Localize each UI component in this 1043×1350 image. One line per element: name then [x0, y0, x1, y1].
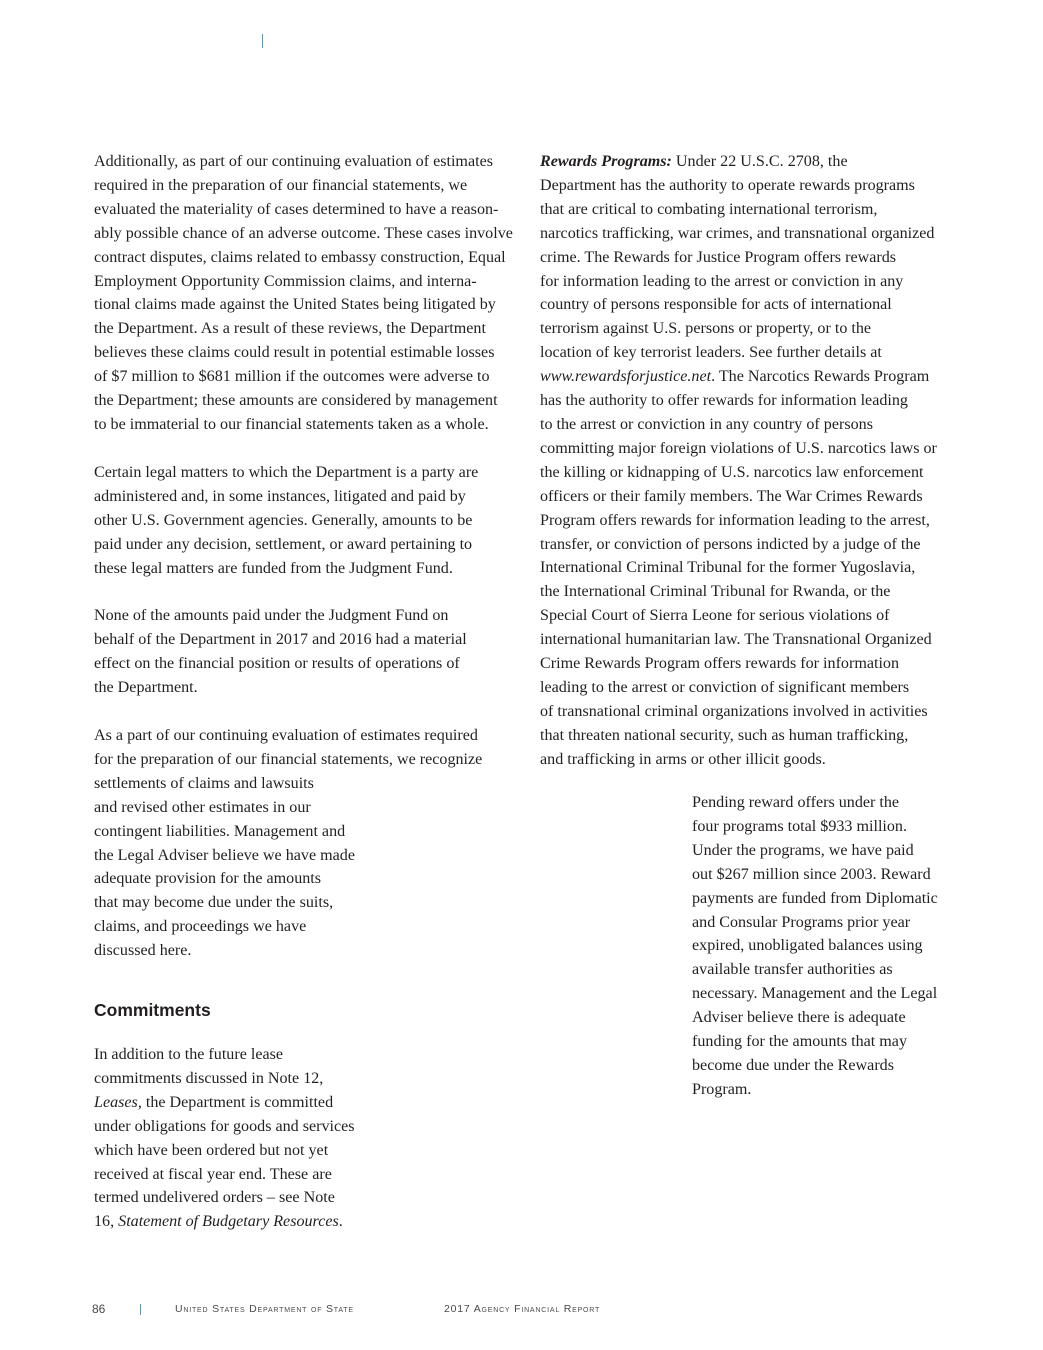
paragraph-estimates: Additionally, as part of our continuing evaluation of estimates required in the preparation of our financial statements, we evaluated the materiality of cases determined to have a reason- ably possible chance of an adverse outcome. These cases involve contract disputes, claims related to embassy construction, Equal Employment Opportunity Commission claims, and interna- tional claims made against the United States being litigated by the Department. As a result of these reviews, the Department believes these claims could result in potential estimable losses of $7 million to $681 million if the outcomes were adverse to the Department; these amounts are considered by management to be immaterial to our financial statements taken as a whole.	[94, 153, 513, 433]
footer-divider	[140, 1304, 141, 1315]
commitments-heading: Commitments	[94, 1000, 211, 1020]
paragraph-legal-matters: Certain legal matters to which the Department is a party are administered and, in some instances, litigated and paid by other U.S. Government agencies. Generally, amounts to be paid under any decision, settlement, or award pertaining to these legal matters are funded from the Judgment Fund.	[94, 463, 479, 577]
rewards-url-link[interactable]: www.rewardsforjustice.net	[540, 368, 712, 386]
page-number: 86	[92, 1302, 106, 1316]
budgetary-resources-reference: Statement of Budgetary Resources	[118, 1213, 339, 1231]
rewards-programs-label: Rewards Programs:	[540, 153, 672, 170]
commitments-paragraph: In addition to the future lease commitments discussed in Note 12, Leases, the Department is committed under obligations for goods and services which have been ordered but not yet received at fiscal year end. These are termed undelivered orders – see Note 16, Statement of Budgetary Resources.	[94, 1046, 355, 1231]
paragraph-rewards-programs: Rewards Programs: Under 22 U.S.C. 2708, the Department has the authority to operate rewards programs that are critical to combating international terrorism, narcotics trafficking, war crimes, and transnational organized crime. The Rewards for Justice Program offers rewards for information leading to the arrest or conviction in any country of persons responsible for acts of international terrorism against U.S. persons or property, or to the location of key terrorist leaders. See further details at www.rewardsforjustice.net. The Narcotics Rewards Program has the authority to offer rewards for information leading to the arrest or conviction in any country of persons committing major foreign violations of U.S. narcotics laws or the killing or kidnapping of U.S. narcotics law enforcement officers or their family members. The War Crimes Rewards Program offers rewards for information leading to the arrest, transfer, or conviction of persons indicted by a judge of the International Criminal Tribunal for the former Yugoslavia, the International Criminal Tribunal for Rwanda, or the Special Court of Sierra Leone for serious violations of international humanitarian law. The Transnational Organized Crime Rewards Program offers rewards for information leading to the arrest or conviction of significant members of transnational criminal organizations involved in activities that threaten national security, such as human trafficking, and trafficking in arms or other illicit goods.	[540, 153, 937, 768]
page-footer	[0, 1302, 1043, 1318]
paragraph-settlements: As a part of our continuing evaluation of estimates required for the preparation of our financial statements, we recognize settlements of claims and lawsuits and revised other estimates in our contingent liabilities. Management and the Legal Adviser believe we have made adequate provision for the amounts that may become due under the suits, claims, and proceedings we have discussed here.	[94, 727, 483, 960]
pending-rewards-paragraph: Pending reward offers under the four programs total $933 million. Under the programs, we have paid out $267 million since 2003. Reward payments are funded from Diplomatic and Consular Programs prior year expired, unobligated balances using available transfer authorities as necessary. Management and the Legal Adviser believe there is adequate funding for the amounts that may become due under the Rewards Program.	[692, 794, 938, 1098]
right-column	[540, 150, 960, 772]
leases-reference: Leases	[94, 1093, 138, 1111]
left-column	[94, 150, 514, 963]
footer-report-title: 2017 Agency Financial Report	[444, 1303, 601, 1315]
paragraph-judgment-fund: None of the amounts paid under the Judgment Fund on behalf of the Department in 2017 and 2016 had a material effect on the financial position or results of operations of the Department.	[94, 607, 467, 697]
header-divider	[262, 34, 263, 48]
footer-agency: United States Department of State	[175, 1303, 354, 1315]
